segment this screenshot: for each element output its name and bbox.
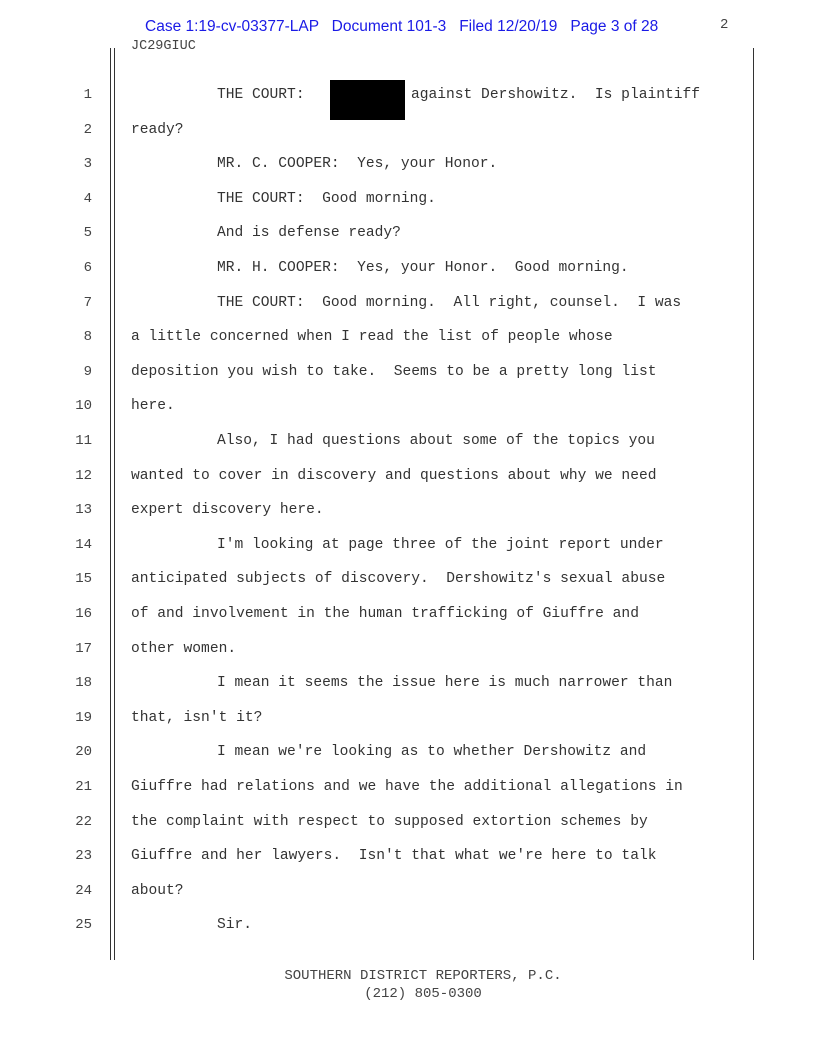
line-number: 4 xyxy=(83,190,92,207)
line-number: 9 xyxy=(83,363,92,380)
line-number: 7 xyxy=(83,294,92,311)
line-1-continuation: against Dershowitz. Is plaintiff xyxy=(411,87,701,103)
line-number: 19 xyxy=(75,709,92,726)
transcript-line: MR. C. COOPER: Yes, your Honor. xyxy=(217,156,498,173)
line-number: 10 xyxy=(75,398,92,415)
line-number: 25 xyxy=(75,917,92,934)
transcript-line: other women. xyxy=(131,640,237,657)
transcript-line: here. xyxy=(131,398,175,415)
transcript-line: MR. H. COOPER: Yes, your Honor. Good morning. xyxy=(217,260,629,276)
line-number: 13 xyxy=(75,502,92,519)
left-margin-rule-inner xyxy=(114,48,115,960)
transcript-line: ready? xyxy=(131,121,184,138)
line-number: 11 xyxy=(75,433,92,449)
line-number: 20 xyxy=(75,744,92,761)
line-number: 16 xyxy=(75,606,92,622)
footer-reporter: SOUTHERN DISTRICT REPORTERS, P.C. xyxy=(284,968,562,984)
transcript-line: anticipated subjects of discovery. Dershowitz's sexual abuse xyxy=(131,571,666,588)
transcript-line: wanted to cover in discovery and questions about why we need xyxy=(131,467,657,484)
line-number: 22 xyxy=(75,813,92,830)
transcript-line: Also, I had questions about some of the topics you xyxy=(217,433,655,449)
line-number: 2 xyxy=(83,121,92,138)
transcript-line: THE COURT: Good morning. All right, counsel. I was xyxy=(217,294,682,311)
footer-phone: (212) 805-0300 xyxy=(364,986,482,1002)
header-stamp: Case 1:19-cv-03377-LAP Document 101-3 Filed 12/20/19 Page 3 of 28 xyxy=(145,18,659,35)
transcript-line: that, isn't it? xyxy=(131,709,263,726)
line-number: 14 xyxy=(75,536,92,553)
line-number: 18 xyxy=(75,675,92,692)
left-margin-rule xyxy=(110,48,111,960)
right-margin-rule xyxy=(753,48,754,960)
page-number: 2 xyxy=(720,17,729,33)
transcript-line: of and involvement in the human trafficking of Giuffre and xyxy=(131,606,639,622)
transcript-line: I mean it seems the issue here is much narrower than xyxy=(217,675,673,692)
line-number: 3 xyxy=(83,156,92,173)
transcript-line: THE COURT: Good morning. xyxy=(217,190,436,207)
line-number: 21 xyxy=(75,779,92,795)
line-number: 1 xyxy=(83,87,92,103)
line-number: 5 xyxy=(83,225,92,242)
line-number: 12 xyxy=(75,467,92,484)
line-number: 17 xyxy=(75,640,92,657)
transcript-line: And is defense ready? xyxy=(217,225,401,242)
line-number: 8 xyxy=(83,329,92,346)
transcript-line: expert discovery here. xyxy=(131,502,324,519)
line-number: 24 xyxy=(75,882,92,899)
line-number: 6 xyxy=(83,260,92,276)
transcript-line: deposition you wish to take. Seems to be a pretty long list xyxy=(131,363,657,380)
transcript-line: THE COURT: xyxy=(217,87,305,103)
transcript-line: a little concerned when I read the list of people whose xyxy=(131,329,613,346)
transcript-line: the complaint with respect to supposed extortion schemes by xyxy=(131,813,648,830)
line-number: 15 xyxy=(75,571,92,588)
transcript-line: about? xyxy=(131,882,184,899)
transcript-line: I mean we're looking as to whether Dershowitz and xyxy=(217,744,647,761)
case-code: JC29GIUC xyxy=(131,39,196,54)
transcript-line: Giuffre had relations and we have the additional allegations in xyxy=(131,779,683,795)
transcript-line: Sir. xyxy=(217,917,253,934)
transcript-line: Giuffre and her lawyers. Isn't that what we're here to talk xyxy=(131,848,657,865)
transcript-line: I'm looking at page three of the joint report under xyxy=(217,536,664,553)
line-number: 23 xyxy=(75,848,92,865)
redaction-box xyxy=(330,80,405,120)
